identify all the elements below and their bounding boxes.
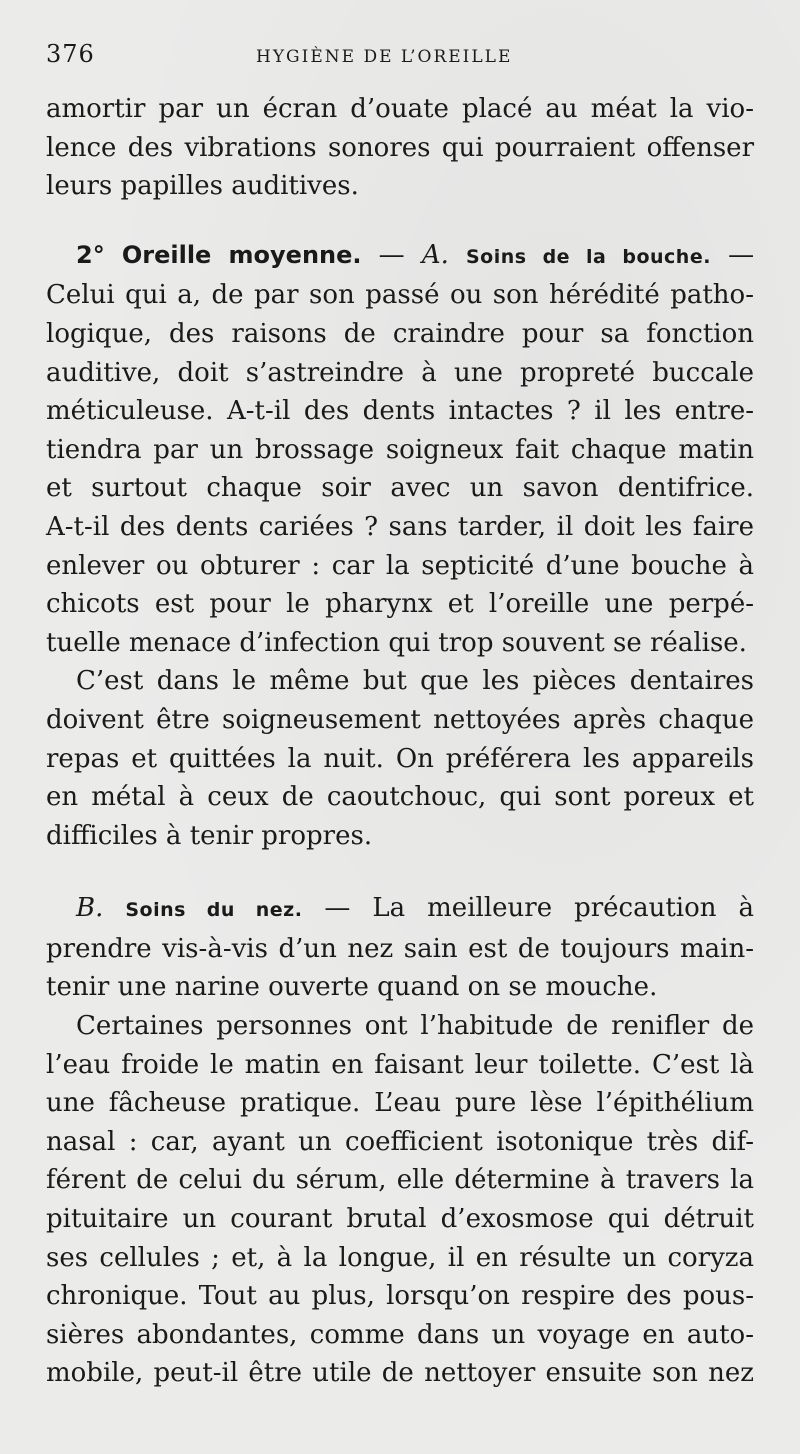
section-title: Oreille moyenne.	[121, 240, 362, 269]
text-line: méticuleuse. A-t-il des dents intactes ? il les entre-	[46, 396, 754, 427]
subsection-letter: A.	[421, 239, 449, 270]
paragraph-sniffing-water	[46, 1007, 754, 1393]
text-line: mobile, peut-il être utile de nettoyer ensuite son nez	[46, 1358, 754, 1389]
text-line: sières abondantes, comme dans un voyage en auto-	[46, 1319, 754, 1350]
text-line: l’eau froide le matin en faisant leur toilette. C’est là	[46, 1049, 754, 1080]
text-line: A-t-il des dents cariées ? sans tarder, il doit les faire	[46, 511, 754, 542]
text-line: ses cellules ; et, à la longue, il en résulte un coryza	[46, 1242, 754, 1273]
text-line: Certaines personnes ont l’habitude de renifler de	[76, 1011, 754, 1042]
text-line: tenir une narine ouverte quand on se mouche.	[46, 972, 658, 1003]
text-line: nasal : car, ayant un coefficient isotonique très dif-	[46, 1126, 754, 1157]
text-line: logique, des raisons de craindre pour sa fonction	[46, 318, 754, 349]
text-line: doivent être soigneusement nettoyées après chaque	[46, 704, 754, 735]
text-line: auditive, doit s’astreindre à une propreté buccale	[46, 357, 754, 388]
heading-dash: —	[324, 893, 351, 924]
text-line: férent de celui du sérum, elle détermine à travers la	[46, 1165, 754, 1196]
text-line: prendre vis-à-vis d’un nez sain est de toujours main-	[46, 933, 754, 964]
text-line: Celui qui a, de par son passé ou son hérédité patho-	[46, 280, 754, 311]
text-fragment: La meilleure précaution à	[372, 893, 754, 924]
running-head	[46, 40, 754, 80]
text-line: lence des vibrations sonores qui pourraient offenser	[46, 132, 754, 163]
section-number: 2°	[76, 240, 105, 269]
text-line: amortir par un écran d’ouate placé au méat la vio-	[46, 94, 754, 124]
text-line: et surtout chaque soir avec un savon dentifrice.	[46, 473, 754, 504]
section-heading-line	[46, 889, 754, 930]
heading-dash: —	[728, 239, 755, 270]
subsection-letter: B.	[76, 893, 104, 924]
heading-dash: —	[378, 239, 405, 270]
running-title: HYGIÈNE DE L’OREILLE	[256, 47, 513, 67]
text-line: chronique. Tout au plus, lorsqu’on respire des pous-	[46, 1281, 754, 1312]
text-line: difficiles à tenir propres.	[46, 820, 373, 851]
text-line: tiendra par un brossage soigneux fait chaque matin	[46, 434, 754, 465]
section-gap	[46, 206, 754, 236]
subsection-title: Soins de la bouche.	[466, 245, 711, 268]
section-middle-ear	[46, 236, 754, 663]
section-heading-line	[46, 236, 754, 277]
text-line: C’est dans le même but que les pièces dentaires	[76, 666, 754, 697]
text-line: en métal à ceux de caoutchouc, qui sont poreux et	[46, 782, 754, 813]
paragraph-dentures	[46, 662, 754, 855]
text-line: chicots est pour le pharynx et l’oreille une perpé-	[46, 589, 754, 620]
page-number: 376	[46, 40, 95, 68]
text-line: repas et quittées la nuit. On préférera les appareils	[46, 743, 754, 774]
section-gap	[46, 855, 754, 889]
text-line: tuelle menace d’infection qui trop souvent se réalise.	[46, 627, 747, 658]
section-nose-care	[46, 889, 754, 1007]
text-line: enlever ou obturer : car la septicité d’une bouche à	[46, 550, 754, 581]
text-line: leurs papilles auditives.	[46, 171, 359, 202]
text-line: pituitaire un courant brutal d’exosmose qui détruit	[46, 1204, 754, 1235]
text-line: une fâcheuse pratique. L’eau pure lèse l’épithélium	[46, 1088, 754, 1119]
paragraph-ear-protection	[46, 90, 754, 206]
subsection-title: Soins du nez.	[125, 899, 303, 922]
